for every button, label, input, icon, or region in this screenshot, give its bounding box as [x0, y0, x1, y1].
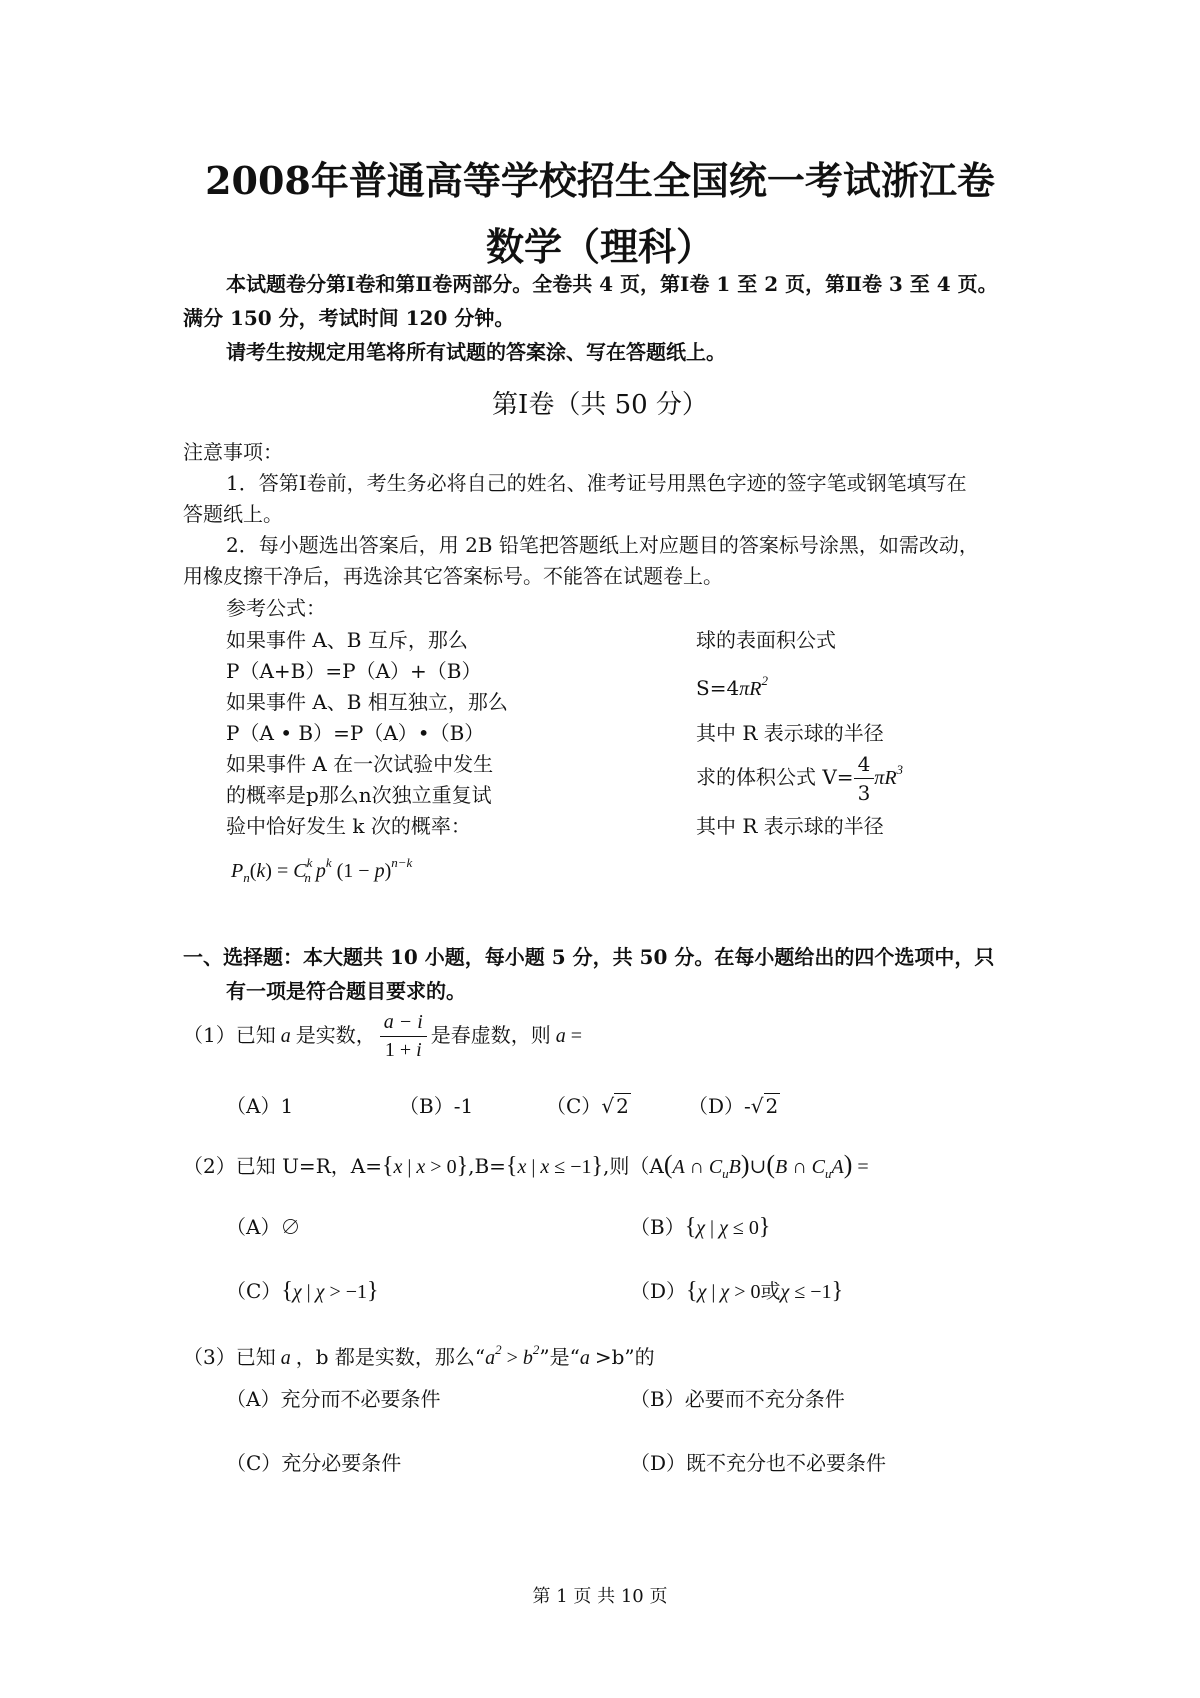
q1-prefix: （1）已知: [183, 1023, 276, 1047]
notes-heading: 注意事项：: [183, 440, 283, 464]
q2-option-a: （A）∅: [226, 1215, 301, 1239]
exam-title: 2008年普通高等学校招生全国统一考试浙江卷: [205, 158, 995, 203]
formula-left-3: P（A • B）=P（A）•（B）: [226, 721, 485, 745]
q2-option-d-label: （D）: [630, 1279, 687, 1303]
binomial-probability-formula: $P_n(k) = C^k_n$ $p^k$ $(1 - p)^{n-k}$: [231, 855, 413, 885]
q3-option-d: （D）既不充分也不必要条件: [630, 1451, 887, 1475]
question-2: （2）已知 U=R，A={x | x > 0},B={x | x ≤ −1},则（A(A ∩ $C_uB)\cup(B$ ∩ $C_uA$) =: [183, 1150, 869, 1181]
intro-line-1: 本试题卷分第Ⅰ卷和第Ⅱ卷两部分。全卷共 4 页，第Ⅰ卷 1 至 2 页，第Ⅱ卷 3 至 4 页。: [226, 272, 998, 296]
q1-mid1: 是实数，: [295, 1023, 376, 1047]
note-2-line-2: 用橡皮擦干净后，再选涂其它答案标号。不能答在试题卷上。: [183, 564, 723, 588]
formula-left-4: 如果事件 A 在一次试验中发生: [226, 752, 494, 776]
q2-option-d: （D）{χ | χ > 0或χ ≤ −1}: [630, 1278, 844, 1304]
q3-option-a: （A）充分而不必要条件: [226, 1387, 441, 1411]
note-1-line-2: 答题纸上。: [183, 502, 283, 526]
formula-left-1: P（A+B）=P（A）+（B）: [226, 659, 482, 683]
intro-line-3: 请考生按规定用笔将所有试题的答案涂、写在答题纸上。: [226, 340, 726, 364]
q2-option-b-label: （B）: [630, 1215, 685, 1239]
q1-option-d-label: （D）-: [688, 1094, 751, 1118]
q3-option-b: （B）必要而不充分条件: [630, 1387, 845, 1411]
formula-left-0: 如果事件 A、B 互斥，那么: [226, 628, 468, 652]
q3-option-c: （C）充分必要条件: [226, 1451, 402, 1475]
formula-left-5: 的概率是p那么n次独立重复试: [226, 783, 492, 807]
sphere-area-expr: $\pi R^2$: [739, 673, 768, 700]
q3-is: ”是“: [539, 1345, 580, 1369]
sphere-volume-formula: 求的体积公式 V= $\frac{4}{3}$ $\pi R^3$: [696, 752, 904, 805]
formula-left-6: 验中恰好发生 k 次的概率：: [226, 814, 471, 838]
formula-left-2: 如果事件 A、B 相互独立，那么: [226, 690, 508, 714]
intro-line-2: 满分 150 分，考试时间 120 分钟。: [183, 306, 515, 330]
q2-mid: ,B=: [468, 1154, 506, 1178]
q1-option-c: （C）√ 2: [546, 1094, 629, 1118]
sphere-volume-prefix: 求的体积公式 V=: [696, 765, 854, 789]
q1-option-a: （A）1: [226, 1094, 294, 1118]
q2-prefix: （2）已知 U=R，A=: [183, 1154, 382, 1178]
q1-mid2: 是春虚数，则: [430, 1023, 551, 1047]
sphere-area-prefix: S=4: [696, 676, 740, 700]
radius-note-2: 其中 R 表示球的半径: [696, 814, 884, 838]
q2-then: ,则（A: [603, 1154, 664, 1178]
four-thirds-fraction: $\frac{4}{3}$: [854, 752, 875, 805]
sphere-area-formula: [696, 673, 768, 701]
q1-option-b: （B）-1: [399, 1094, 474, 1118]
q2-option-b: （B）{χ | χ ≤ 0}: [630, 1214, 771, 1240]
part1-heading: 第Ⅰ卷（共 50 分）: [492, 390, 708, 420]
q1-fraction: $\frac{a - i}{1 + i}$: [380, 1011, 427, 1062]
question-1: （1）已知 a 是实数， $\frac{a - i}{1 + i}$ 是春虚数，则 a =: [183, 1011, 583, 1061]
q1-option-c-label: （C）: [546, 1094, 602, 1118]
section1-line-1: 一、选择题：本大题共 10 小题，每小题 5 分，共 50 分。在每小题给出的四个选项中，只: [183, 945, 995, 969]
q3-end: >b”的: [594, 1345, 655, 1369]
note-2-line-1: 2．每小题选出答案后，用 2B 铅笔把答题纸上对应题目的答案标号涂黑，如需改动，: [226, 533, 979, 557]
exam-subtitle: 数学（理科）: [485, 224, 714, 269]
q2-option-c-label: （C）: [226, 1279, 282, 1303]
section1-line-2: 有一项是符合题目要求的。: [226, 979, 466, 1003]
q3-prefix: （3）已知: [183, 1345, 276, 1369]
q1-option-d: （D）-√ 2: [688, 1094, 779, 1118]
formulas-heading: 参考公式：: [226, 596, 326, 620]
sphere-area-label: 球的表面积公式: [696, 628, 836, 652]
q2-option-c: （C）{χ | χ > −1}: [226, 1278, 379, 1304]
radius-note-1: 其中 R 表示球的半径: [696, 721, 884, 745]
q3-mid: ，b 都是实数，那么“: [295, 1345, 486, 1369]
question-3: （3）已知 a ，b 都是实数，那么“$a^2 > b^2$”是“a >b”的: [183, 1342, 655, 1369]
page-footer: 第 1 页 共 10 页: [532, 1586, 668, 1607]
note-1-line-1: 1．答第Ⅰ卷前，考生务必将自己的姓名、准考证号用黑色字迹的签字笔或钢笔填写在: [226, 471, 967, 495]
